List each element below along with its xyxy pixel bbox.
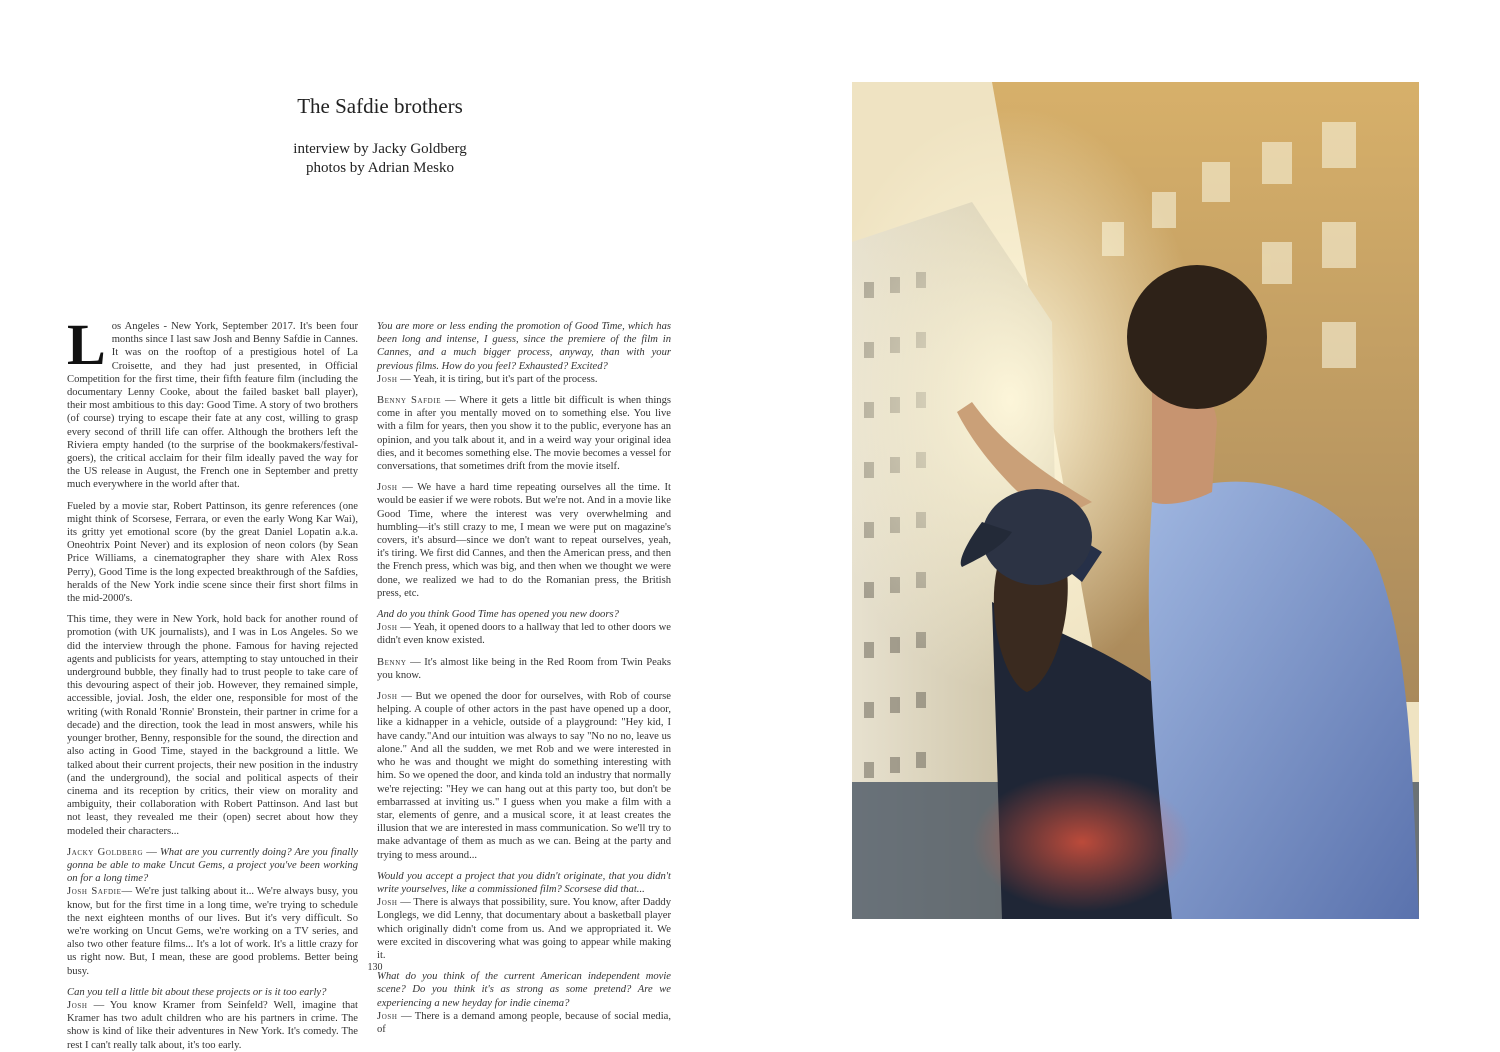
speaker-name: Josh Safdie — [67, 886, 122, 898]
speaker-name: Josh — [377, 622, 398, 634]
question-text: You are more or less ending the promotion of Good Time, which has been long and intense, I guess, since the premiere of the film in Cannes, and a much bigger process, anyway, than with your previous films. How do you feel? Exhausted? Excited? — [377, 321, 671, 372]
drop-cap: L — [67, 312, 106, 377]
speaker-name: Josh — [377, 691, 398, 703]
qa-answer: Josh — There is always that possibility, sure. You know, after Daddy Longlegs, we did Lenny, that documentary about a basketball player which originally didn't come from us. And we appropriated it. We were excited in discovering what was going to appear while making it. — [377, 897, 671, 961]
answer-text: You know Kramer from Seinfeld? Well, imagine that Kramer has two adult children who are his partners in crime. The show is kind of like their adventures in New York. It's comedy. The rest I can't really talk about, it's too early. — [67, 999, 359, 1051]
photo-illustration — [852, 82, 1419, 919]
qa-answer: Josh — Yeah, it opened doors to a hallway that led to other doors we didn't even know existed. — [377, 622, 672, 647]
qa-question: Jacky Goldberg — What are you currently doing? Are you finally gonna be able to make Uncut Gems, a project you've been working on for a long time? — [67, 846, 358, 885]
byline-photos: photos by Adrian Mesko — [306, 160, 454, 176]
text-column-2 — [377, 320, 672, 1035]
question-text: And do you think Good Time has opened you new doors? — [377, 609, 619, 621]
question-text: What do you think of the current American independent movie scene? Do you think it's as strong as some pretend? Are we experiencing a new heyday for indie cinema? — [377, 971, 671, 1009]
byline-interview: interview by Jacky Goldberg — [293, 141, 467, 157]
lens-flare — [972, 772, 1192, 912]
answer-text: Yeah, it is tiring, but it's part of the process. — [413, 373, 598, 385]
article-title: The Safdie brothers — [297, 94, 463, 118]
question-text: What are you currently doing? Are you finally gonna be able to make Uncut Gems, a project you've been working on for a long time? — [67, 846, 358, 885]
answer-text: It's almost like being in the Red Room from Twin Peaks you know. — [377, 656, 671, 681]
byline — [180, 140, 580, 178]
qa-answer: Josh — You know Kramer from Seinfeld? Well, imagine that Kramer has two adult children who are his partners in crime. The show is kind of like their adventures in New York. It's comedy. The rest I can't really talk about, it's too early. — [67, 999, 359, 1051]
qa-answer: Josh — There is a demand among people, because of social media, of — [377, 1010, 671, 1035]
qa-answer: Josh — Yeah, it is tiring, but it's part of the process. — [377, 373, 598, 385]
page-number: 130 — [367, 962, 383, 973]
paragraph: This time, they were in New York, hold back for another round of promotion (with UK journalists), and I was in Los Angeles. So we did the interview through the phone. Famous for having rejected agents and publicists for years, attempting to stay untouched in their underground bubble, they finally had to trust people to take care of this devouring aspect of their job. However, they remained simple, accessible, jovial. Josh, the elder one, responsible for most of the writing (with Ronald 'Ronnie' Bronstein, their partner in crime for a decade) and the direction, took the lead in most answers, while his younger brother, Benny, responsible for the sound, the direction and also acting in Good Time, stayed in the background a little. We talked about their current projects, their new position in the industry (and the underground), the social and political aspects of their cinema and its reception by critics, their view on morality and ambiguity, their collaboration with Robert Pattinson. And last but not least, they revealed me their (open) secret about how they modeled their characters... — [67, 614, 358, 837]
answer-text: We're just talking about it... We're always busy, you know, but for the first time in a long time, we're trying to schedule the next eighteen months of our lives. But it's very difficult. So we're working on Uncut Gems, we're working on a TV series, and also two other feature films... It's a lot of work. It's a little crazy for us right now. But, I mean, these are good problems. Better being busy. — [67, 886, 358, 977]
speaker-name: Josh — [67, 999, 88, 1011]
qa-answer: Benny Safdie — Where it gets a little bit difficult is when things come in after you mentally moved on to something else. You live with a film for years, then you show it to the public, everyone has an opinion, and you talk about it, and in a weird way your original idea dies, and it becomes something else. The movie becomes a vessel for conversations, that sometimes drift from the movie itself. — [377, 395, 672, 473]
answer-text: There is a demand among people, because of social media, of — [377, 1010, 671, 1035]
speaker-name: Benny Safdie — [377, 395, 442, 407]
speaker-name: Josh — [377, 1010, 398, 1022]
speaker-name: Benny — [377, 656, 407, 668]
intro-paragraph: Los Angeles - New York, September 2017. It's been four months since I last saw Josh and Benny Safdie in Cannes. It was on the rooftop of a prestigious hotel of La Croisette, and they had just presented, in Official Competition for the first time, their fifth feature film (including the documentary Lenny Cooke, about the failed basket ball player), their most ambitious to this day: Good Time. A story of two brothers (of course) trying to escape their fate at any cost, willing to grasp every second of thrill life can offer. Although the brothers left the Riviera empty handed (to the surprise of the bookmakers/festival-goers), the critical acclaim for their film ideally paved the way for the US release in August, the French one in September and pretty much everywhere in the world after that. — [67, 312, 358, 491]
man-curly-hair — [1127, 265, 1267, 409]
paragraph: Fueled by a movie star, Robert Pattinson, its genre references (one might think of Scorsese, Ferrara, or even the early Wong Kar Wai), its gritty yet emotional score (by the great Daniel Lopatin a.k.a. Oneohtrix Point Never) and its explosion of neon colors (by Sean Price Williams, a cinematographer they share with Alex Ross Perry), Good Time is the long expected breakthrough of the Safdies, heralds of the New York indie scene since their first short films in the mid-2000's. — [67, 500, 358, 605]
question-text: Would you accept a project that you didn't originate, that you didn't write yourselves, like a commissioned film? Scorsese did that... — [377, 870, 671, 895]
answer-text: Yeah, it opened doors to a hallway that led to other doors we didn't even know existed. — [377, 622, 672, 647]
qa-answer: Josh — But we opened the door for ourselves, with Rob of course helping. A couple of other actors in the past have opened up a door, like a kidnapper in a vehicle, outside of a playground: "Hey kid, I have candy."And our intuition was always to say "No no no, leave us alone." And all the sudden, we met Rob and we were interested in who he was and thought we might do something interesting with him. So we opened the door, and kinda told an industry that normally we're rejecting: "Hey we can hang out at this party too, but don't be embarrassed at inviting us." I guess when you make a film with a star, elements of genre, and a musical score, it at least creates the illusion that we are interested in mass communication. So we'll try to make advantage of them as much as we can. Being at the party and trying to mess around... — [377, 691, 672, 861]
speaker-name: Josh — [377, 897, 398, 909]
speaker-name: Jacky Goldberg — [67, 846, 144, 858]
answer-text: Where it gets a little bit difficult is when things come in after you mentally moved on to something else. You live with a film for years, then you show it to the public, everyone has an opinion, and you talk about it, and in a weird way your original idea dies, and it becomes something else. The movie becomes a vessel for conversations, that sometimes drift from the movie itself. — [377, 395, 672, 473]
answer-text: We have a hard time repeating ourselves all the time. It would be easier if we were robots. But we're not. And in a movie like Good Time, where the interest was very overwhelming and humbling—it's still crazy to me, I mean we were put on magazine's covers, it's absurd—since we don't want to repeat ourselves, yeah, it's tiring. We first did Cannes, and then the American press, and then the French press, which was big, and then when we thought we were done, we realized we had to do the Romanian press, the British press, etc. — [377, 482, 671, 599]
speaker-name: Josh — [377, 482, 398, 494]
qa-answer: Benny — It's almost like being in the Red Room from Twin Peaks you know. — [377, 656, 671, 681]
question-text: Can you tell a little bit about these projects or is it too early? — [67, 986, 327, 998]
text-column-1 — [67, 312, 359, 1051]
photo-two-men-looking-up — [852, 82, 1419, 919]
qa-answer: Josh — We have a hard time repeating ourselves all the time. It would be easier if we were robots. But we're not. And in a movie like Good Time, where the interest was very overwhelming and humbling—it's still crazy to me, I mean we were put on magazine's covers, it's absurd—since we don't want to repeat ourselves, yeah, it's tiring. We first did Cannes, and then the American press, and then the French press, which was big, and then when we thought we were done, we realized we had to do the Romanian press, the British press, etc. — [377, 482, 671, 599]
qa-answer: Josh Safdie— We're just talking about it... We're always busy, you know, but for the first time in a long time, we're trying to schedule the next eighteen months of our lives. But it's very difficult. So we're working on Uncut Gems, we're working on a TV series, and also two other feature films... It's a lot of work. It's a little crazy for us right now. But, I mean, these are good problems. Better being busy. — [67, 886, 358, 977]
answer-text: There is always that possibility, sure. You know, after Daddy Longlegs, we did Lenny, that documentary about a basketball player which originally didn't come from us. And we appropriated it. We were excited in discovering what was going to appear while making it. — [377, 897, 671, 961]
answer-text: But we opened the door for ourselves, with Rob of course helping. A couple of other actors in the past have opened up a door, like a kidnapper in a vehicle, outside of a playground: "Hey kid, I have candy."And our intuition was always to say "No no no, leave us alone." And all the sudden, we met Rob and we were interested in who he was and thought we might do something interesting with him. So we opened the door, and kinda told an industry that normally we're rejecting: "Hey we can hang out at this party too, but don't be embarrassed at inviting us." I guess when you make a film with a star, elements of genre, and a musical score, it at least creates the illusion that we are interested in mass communication. So we'll try to make advantage of them as much as we can. Being at the party and trying to mess around... — [377, 691, 672, 861]
speaker-name: Josh — [377, 373, 398, 385]
